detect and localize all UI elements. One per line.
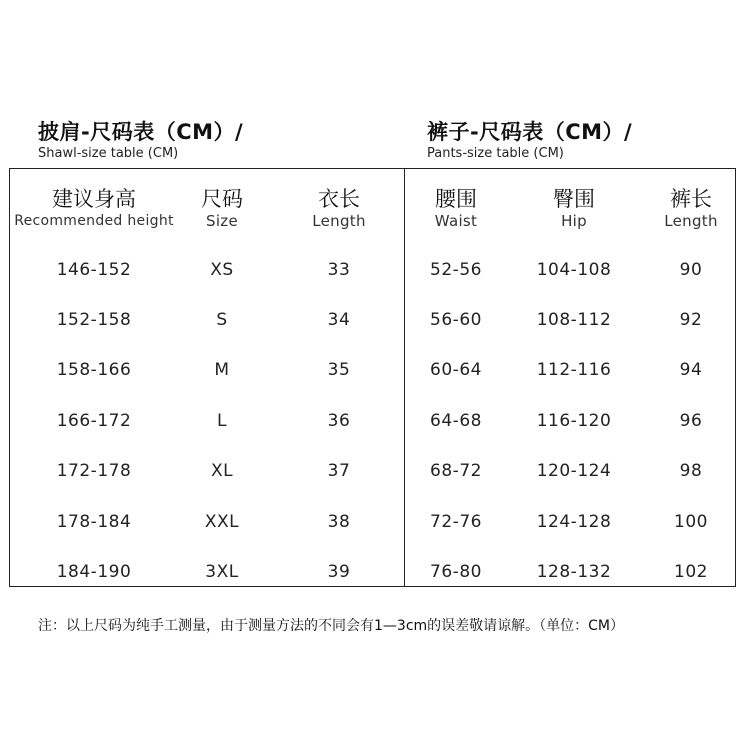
header-zh: 腰围 [435, 187, 477, 211]
pants-table-cell: 112-116 [536, 360, 612, 380]
shawl-table-cell: 33 [327, 260, 351, 280]
pants-table-cell: 90 [679, 260, 703, 280]
shawl-table-cell: 166-172 [56, 411, 132, 431]
pants-table-cell: 108-112 [536, 310, 612, 330]
measurement-note: 注：以上尺码为纯手工测量，由于测量方法的不同会有1—3cm的误差敬请谅解。（单位：CM） [38, 618, 625, 634]
header-en: Waist [434, 212, 478, 230]
pants-table-cell: 124-128 [536, 512, 612, 532]
header-shawl-length [312, 186, 366, 230]
shawl-table-cell: 38 [327, 512, 351, 532]
pants-table-cell: 56-60 [430, 310, 482, 330]
pants-title-block [427, 118, 632, 162]
header-size [201, 186, 243, 230]
pants-table-title: 裤子-尺码表（CM）/ [427, 120, 633, 144]
shawl-table-cell: 3XL [205, 562, 239, 582]
shawl-table-cell: 35 [327, 360, 351, 380]
header-zh: 建议身高 [51, 187, 136, 211]
pants-table-cell: 64-68 [430, 411, 482, 431]
header-en: Size [206, 212, 238, 230]
pants-table-cell: 60-64 [430, 360, 482, 380]
table-divider [404, 168, 405, 587]
shawl-table-cell: 146-152 [56, 260, 132, 280]
header-en: Recommended height [14, 213, 174, 229]
shawl-table-cell: S [216, 310, 228, 330]
shawl-table-cell: 37 [327, 461, 351, 481]
header-hip [553, 186, 595, 230]
header-zh: 尺码 [201, 187, 243, 211]
shawl-table-cell: 172-178 [56, 461, 132, 481]
header-waist [435, 186, 477, 230]
shawl-table-cell: 39 [327, 562, 351, 582]
shawl-table-cell: 36 [327, 411, 351, 431]
shawl-table-cell: XXL [204, 512, 240, 532]
header-zh: 臀围 [553, 187, 595, 211]
header-en: Length [312, 212, 366, 230]
shawl-table-cell: XS [210, 260, 234, 280]
shawl-table-cell: 158-166 [56, 360, 132, 380]
shawl-table-cell: XL [210, 461, 234, 481]
pants-table-cell: 96 [679, 411, 703, 431]
shawl-table-subtitle: Shawl-size table (CM) [38, 146, 179, 161]
shawl-title-block [38, 118, 243, 162]
header-recommended-height [14, 186, 174, 230]
pants-table-cell: 76-80 [430, 562, 482, 582]
shawl-table-cell: 178-184 [56, 512, 132, 532]
shawl-table-cell: 184-190 [56, 562, 132, 582]
shawl-table-cell: 34 [327, 310, 351, 330]
pants-table-subtitle: Pants-size table (CM) [427, 146, 564, 161]
shawl-table-cell: L [217, 411, 227, 431]
pants-table-cell: 102 [674, 562, 708, 582]
pants-table-cell: 92 [679, 310, 703, 330]
pants-table-cell: 128-132 [536, 562, 612, 582]
pants-table-cell: 52-56 [430, 260, 482, 280]
shawl-table-cell: M [214, 360, 230, 380]
pants-table-cell: 116-120 [536, 411, 612, 431]
pants-table-cell: 98 [679, 461, 703, 481]
pants-table-cell: 94 [679, 360, 703, 380]
pants-table-cell: 68-72 [430, 461, 482, 481]
header-pants-length [664, 186, 718, 230]
shawl-table-cell: 152-158 [56, 310, 132, 330]
pants-table-cell: 100 [674, 512, 708, 532]
pants-table-cell: 104-108 [536, 260, 612, 280]
header-en: Length [664, 212, 718, 230]
header-zh: 裤长 [669, 187, 712, 211]
pants-table-cell: 72-76 [430, 512, 482, 532]
pants-table-cell: 120-124 [536, 461, 612, 481]
header-zh: 衣长 [317, 187, 360, 211]
shawl-table-title: 披肩-尺码表（CM）/ [38, 120, 244, 144]
header-en: Hip [561, 212, 587, 230]
